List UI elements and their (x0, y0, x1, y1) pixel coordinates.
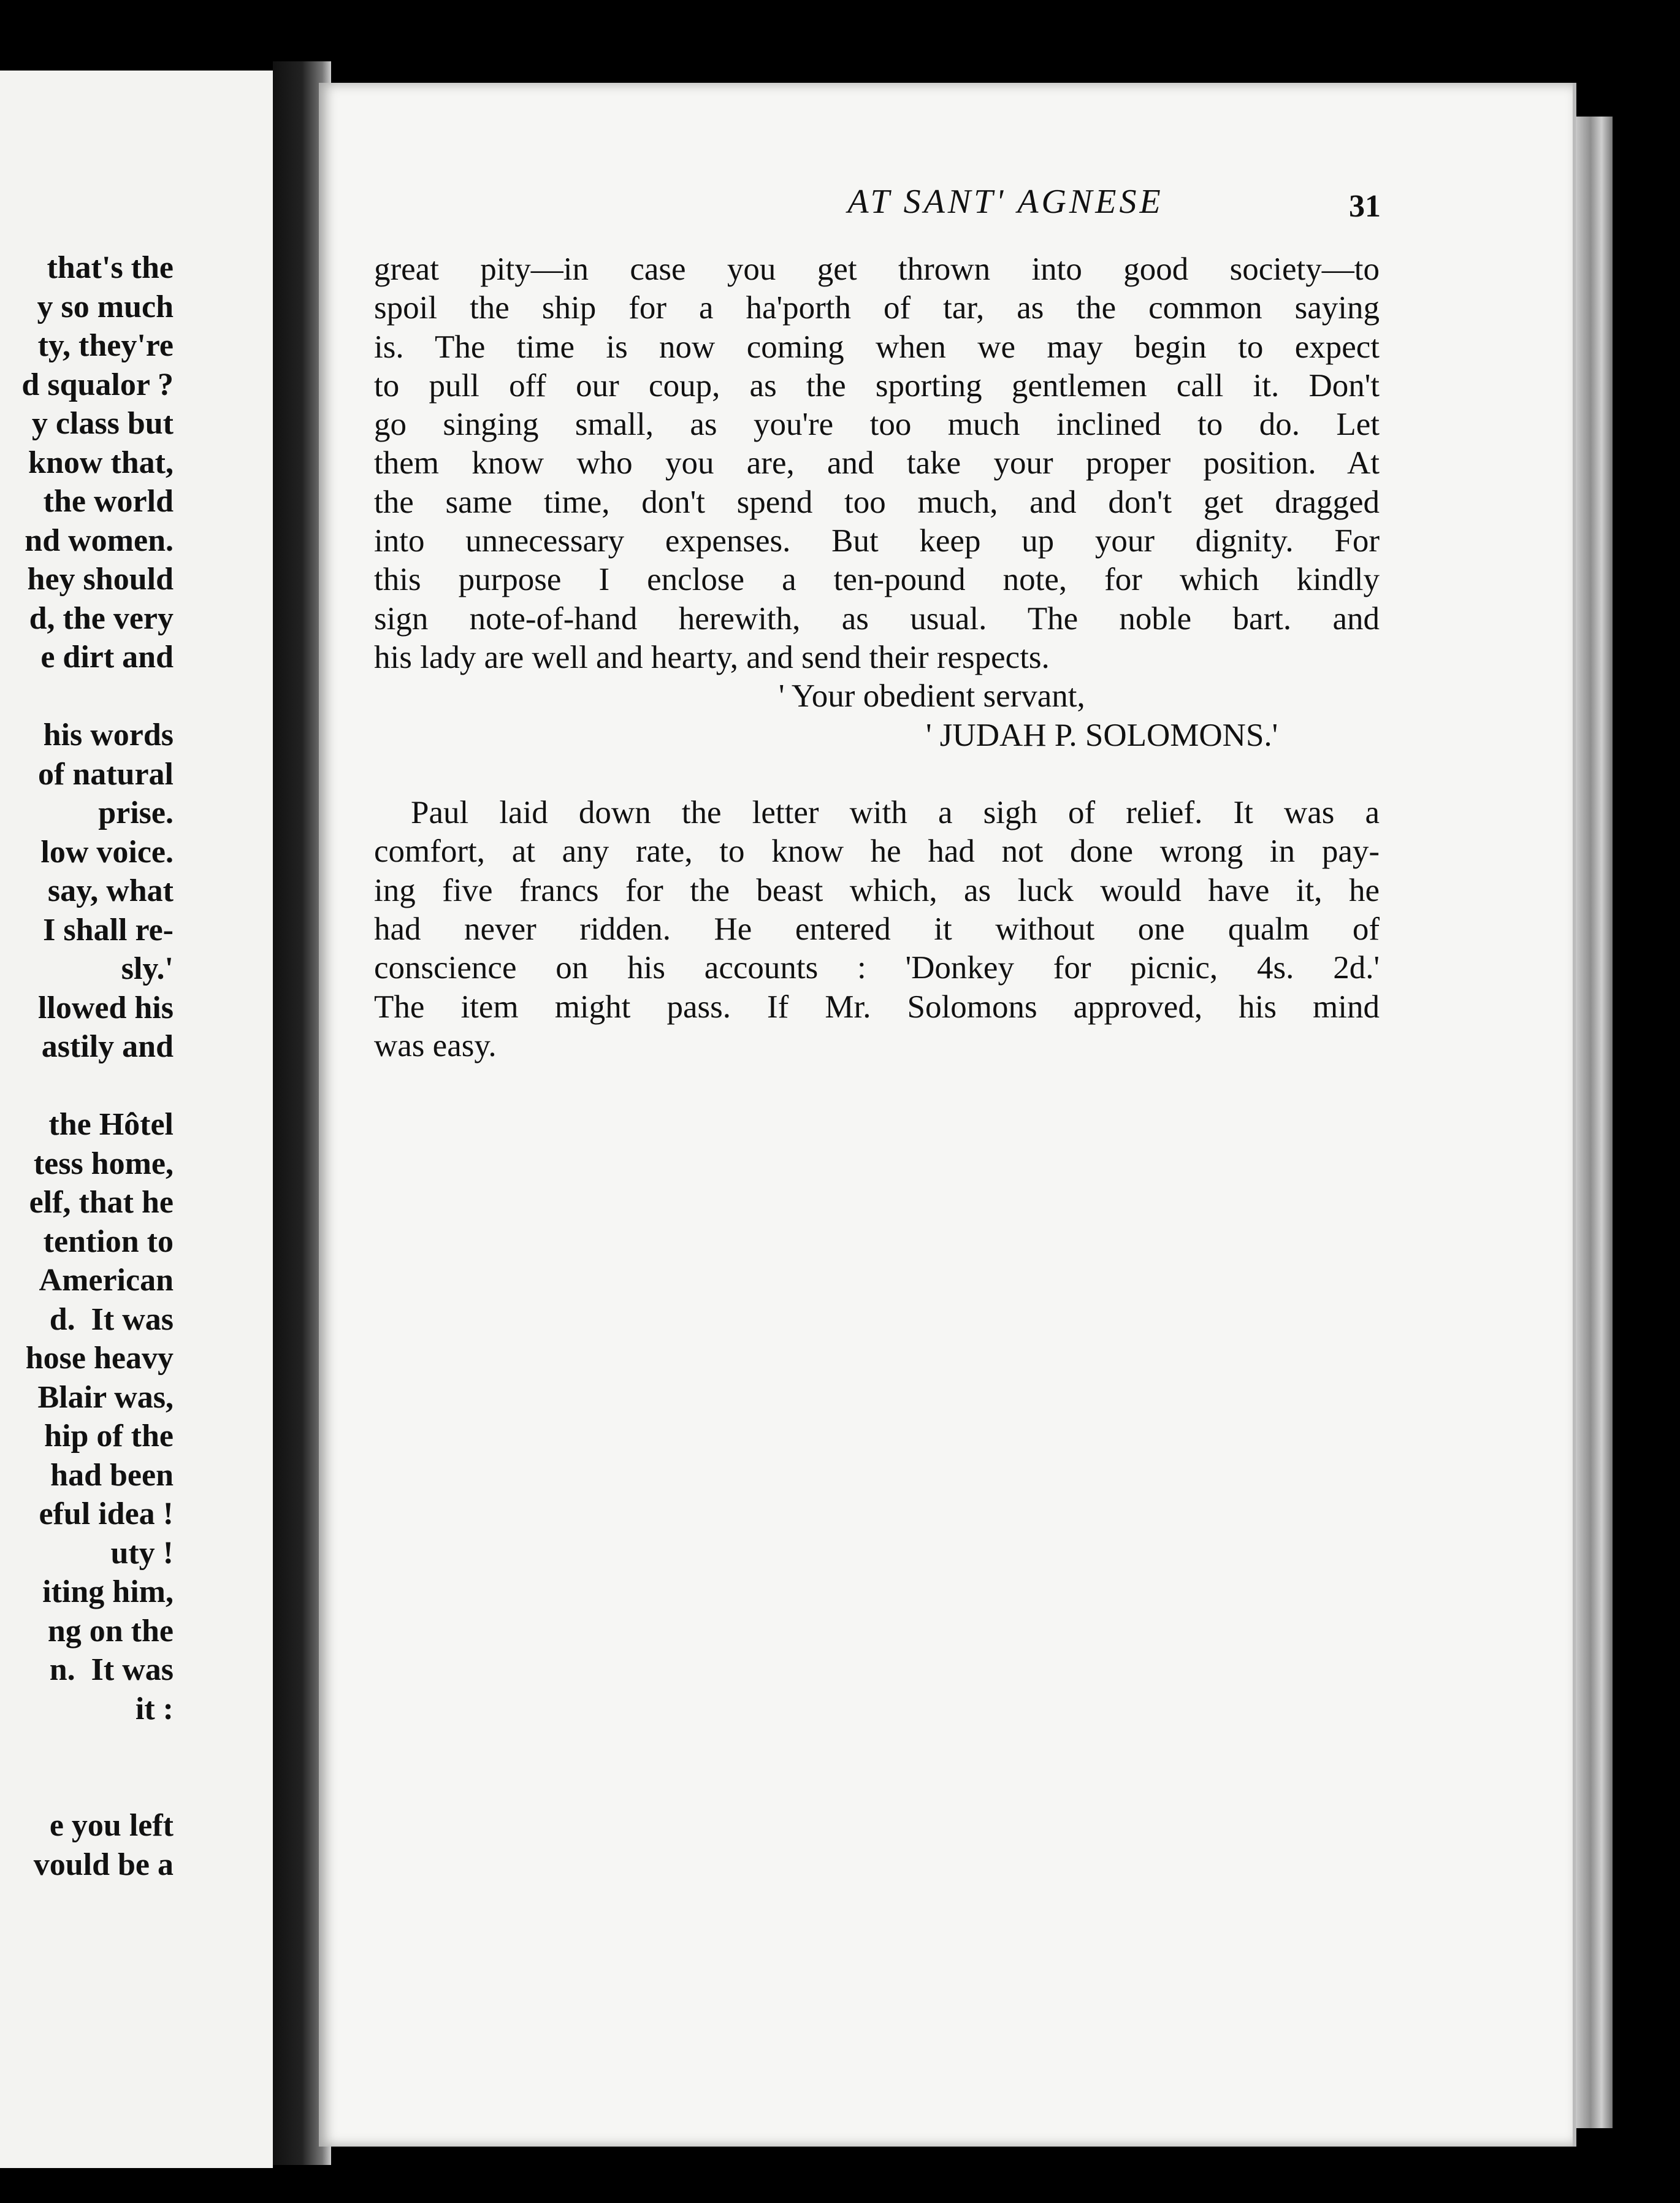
left-page-line: y so much (37, 289, 174, 324)
left-page-line: the world (35, 484, 174, 519)
running-head: AT SANT' AGNESE (847, 183, 1164, 221)
left-page-line: the Hôtel (40, 1107, 174, 1142)
text-line: great pity—in case you get thrown into good society—to (374, 251, 1380, 287)
left-page-line (21, 677, 174, 716)
text-line: into unnecessary expenses. But keep up your dignity. For (374, 523, 1380, 559)
text-line: Paul laid down the letter with a sigh of relief. It was a (411, 795, 1380, 831)
text-line: sign note-of-hand herewith, as usual. The noble bart. and (374, 600, 1380, 637)
text-line: them know who you are, and take your proper position. At (374, 445, 1380, 481)
left-page-line: y class but (31, 406, 174, 441)
left-page-line: say, what (39, 873, 174, 908)
left-page-line: d. It was (49, 1301, 174, 1337)
text-line: his lady are well and hearty, and send their respects. (374, 639, 1050, 675)
left-page-line: eful idea ! (39, 1496, 174, 1531)
left-page-line: ty, they're (37, 328, 174, 363)
left-page (0, 71, 273, 2168)
left-page-text (21, 248, 174, 1884)
left-page-line: d squalor ? (21, 367, 174, 402)
text-line: this purpose I enclose a ten-pound note, for which kindly (374, 562, 1380, 598)
left-page-line: prise. (98, 795, 174, 830)
left-page-line (21, 1728, 174, 1768)
left-page-line: nd women. (25, 523, 174, 558)
right-page (319, 83, 1576, 2147)
page-number: 31 (1349, 189, 1381, 224)
text-line: was easy. (374, 1027, 497, 1063)
left-page-line: d, the very (29, 600, 174, 636)
text-line: go singing small, as you're too much inclined to do. Let (374, 407, 1380, 443)
left-page-line: low voice. (32, 834, 174, 870)
left-page-line: of natural (30, 756, 174, 792)
text-line: is. The time is now coming when we may begin to expect (374, 329, 1380, 365)
text-line: conscience on his accounts : 'Donkey for picnic, 4s. 2d.' (374, 950, 1380, 986)
left-page-line: that's the (47, 250, 174, 285)
text-line: ing five francs for the beast which, as luck would have it, he (374, 872, 1380, 908)
letter-signature: ' JUDAH P. SOLOMONS.' (926, 717, 1278, 753)
left-page-line: elf, that he (29, 1185, 174, 1220)
paragraph-gap (374, 755, 1380, 794)
text-line: The item might pass. If Mr. Solomons approved, his mind (374, 989, 1380, 1025)
left-page-line: uty ! (110, 1535, 174, 1571)
page-edge (1576, 117, 1613, 2128)
left-page-line: iting him, (42, 1574, 174, 1609)
left-page-line: tess home, (33, 1146, 174, 1181)
left-page-line: hey should (27, 562, 174, 597)
left-page-line: e dirt and (40, 640, 174, 675)
left-page-line: vould be a (33, 1847, 174, 1882)
left-page-line: know that, (28, 445, 174, 480)
left-page-line: Blair was, (29, 1379, 174, 1415)
body-text (374, 250, 1380, 1065)
left-page-line (21, 1067, 174, 1106)
left-page-line: his words (35, 718, 174, 753)
left-page-line: had been (42, 1457, 174, 1493)
left-page-line: llowed his (37, 990, 174, 1025)
text-line: to pull off our coup, as the sporting gentlemen call it. Don't (374, 367, 1380, 404)
left-page-line: sly.' (121, 951, 174, 986)
left-page-line: n. It was (49, 1652, 174, 1687)
text-line: comfort, at any rate, to know he had not done wrong in pay- (374, 833, 1380, 870)
left-page-line (21, 1768, 174, 1807)
text-line: spoil the ship for a ha'porth of tar, as the common saying (374, 290, 1380, 326)
left-page-line: e you left (49, 1808, 174, 1843)
left-page-line: astily and (41, 1029, 174, 1064)
left-page-line: I shall re- (43, 912, 174, 948)
left-page-line: ng on the (47, 1613, 174, 1649)
left-page-line: it : (127, 1691, 174, 1726)
left-page-line: hose heavy (25, 1341, 174, 1376)
left-page-line: hip of the (44, 1419, 174, 1454)
text-line: the same time, don't spend too much, and don't get dragged (374, 484, 1380, 520)
left-page-line: American (32, 1263, 174, 1298)
left-page-line: tention to (43, 1224, 174, 1259)
text-line: had never ridden. He entered it without one qualm of (374, 911, 1380, 948)
letter-closing: ' Your obedient servant, (779, 678, 1085, 715)
